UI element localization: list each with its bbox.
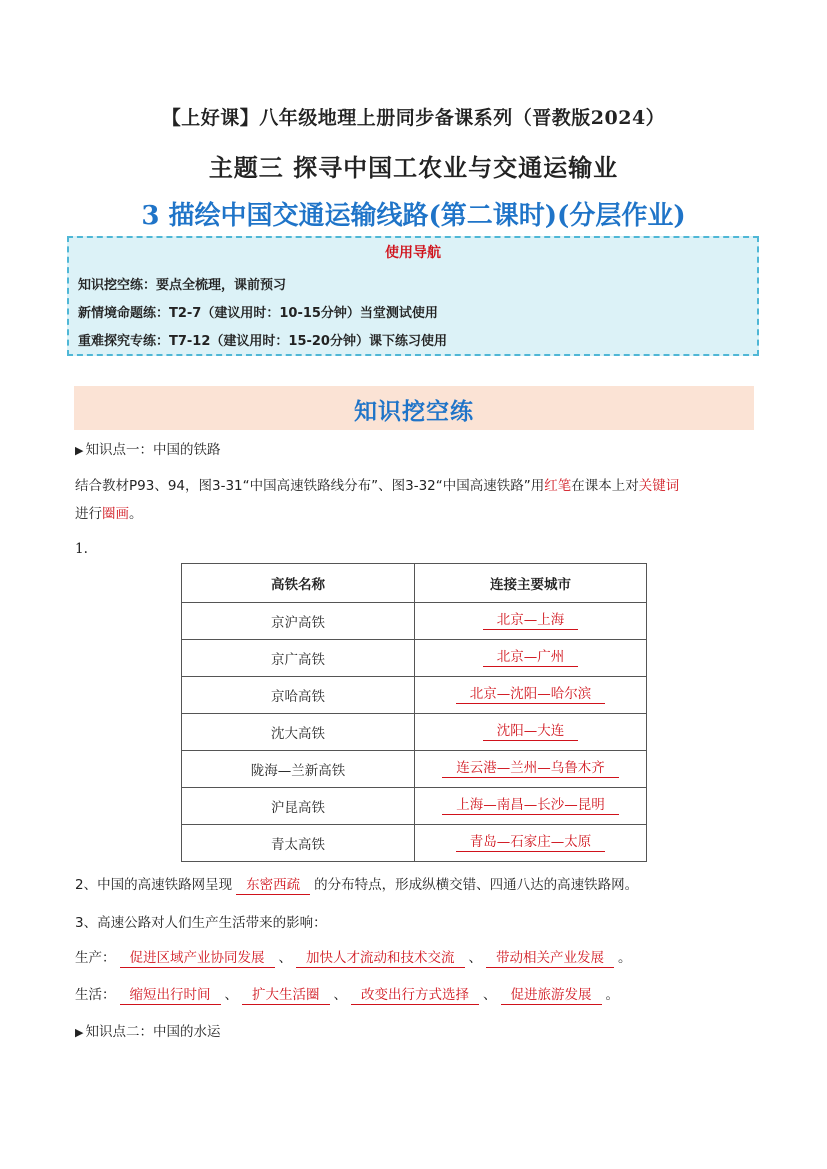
knowledge-point-1-label: 知识点一：中国的铁路 (85, 442, 221, 458)
answer-cities: 沈阳—大连 (483, 723, 579, 741)
period: 。 (605, 987, 619, 1003)
separator: 、 (468, 950, 482, 966)
rail-cities (415, 677, 647, 714)
separator: 、 (224, 987, 238, 1003)
life-answer-4: 促进旅游发展 (501, 987, 602, 1005)
production-impacts (75, 946, 632, 968)
rail-name: 沪昆高铁 (182, 788, 415, 825)
intro-keyword: 关键词 (638, 478, 680, 494)
period: 。 (618, 950, 632, 966)
intro-text-1: 结合教材P93、94，图3-31“中国高速铁路线分布”、图3-32“中国高速铁路”用 (75, 478, 545, 494)
guide-line-preview: 知识挖空练：要点全梳理，课前预习 (78, 278, 287, 293)
knowledge-point-2-label: 知识点二：中国的水运 (85, 1024, 221, 1040)
production-answer-2: 加快人才流动和技术交流 (296, 950, 465, 968)
triangle-marker-icon: ▶ (75, 444, 84, 457)
rail-name: 沈大高铁 (182, 714, 415, 751)
rail-name: 青太高铁 (182, 825, 415, 862)
rail-name: 京沪高铁 (182, 603, 415, 640)
rail-name: 京哈高铁 (182, 677, 415, 714)
knowledge-point-2 (75, 1020, 220, 1040)
separator: 、 (333, 987, 347, 1003)
answer-cities: 北京—沈阳—哈尔滨 (456, 686, 606, 704)
life-answer-1: 缩短出行时间 (120, 987, 221, 1005)
header-cities: 连接主要城市 (415, 564, 647, 603)
life-answer-3: 改变出行方式选择 (351, 987, 479, 1005)
table-row (182, 603, 647, 640)
life-label: 生活： (75, 987, 116, 1003)
answer-cities: 上海—南昌—长沙—昆明 (442, 797, 619, 815)
topic-title: 主题三 探寻中国工农业与交通运输业 (208, 153, 619, 182)
rail-cities (415, 788, 647, 825)
life-answer-2: 扩大生活圈 (242, 987, 330, 1005)
section-banner (74, 386, 754, 430)
separator: 、 (483, 987, 497, 1003)
table-row (182, 825, 647, 862)
question-2 (75, 873, 638, 895)
rail-cities (415, 825, 647, 862)
question-3: 3、高速公路对人们生产生活带来的影响： (75, 915, 327, 931)
life-impacts (75, 983, 619, 1005)
guide-line-class-test: 新情境命题练：T2-7（建议用时：10-15分钟）当堂测试使用 (78, 306, 438, 321)
section-title: 知识挖空练 (354, 399, 474, 425)
intro-paragraph (75, 474, 679, 494)
guide-line-homework: 重难探究专练：T7-12（建议用时：15-20分钟）课下练习使用 (78, 334, 447, 349)
question-2-text-after: 的分布特点，形成纵横交错、四通八达的高速铁路网。 (314, 877, 639, 893)
question-1-number: 1. (75, 541, 88, 557)
intro-text-2: 在课本上对 (571, 478, 639, 494)
intro-text-4: 。 (129, 506, 143, 522)
intro-paragraph-line2 (75, 502, 143, 522)
lesson-title: 3 描绘中国交通运输线路(第二课时)(分层作业) (141, 201, 686, 231)
production-label: 生产： (75, 950, 116, 966)
intro-text-3: 进行 (75, 506, 102, 522)
production-answer-3: 带动相关产业发展 (486, 950, 614, 968)
rail-cities (415, 603, 647, 640)
intro-red-pen: 红笔 (544, 478, 572, 494)
answer-cities: 青岛—石家庄—太原 (456, 834, 606, 852)
table-row (182, 751, 647, 788)
intro-circle-mark: 圈画 (102, 506, 129, 522)
rail-name: 陇海—兰新高铁 (182, 751, 415, 788)
table-row (182, 714, 647, 751)
separator: 、 (278, 950, 292, 966)
production-answer-1: 促进区域产业协同发展 (120, 950, 275, 968)
answer-cities: 北京—上海 (483, 612, 579, 630)
series-title: 【上好课】八年级地理上册同步备课系列（晋教版2024） (161, 107, 666, 129)
usage-guide-title: 使用导航 (385, 245, 441, 261)
rail-cities (415, 751, 647, 788)
question-2-answer: 东密西疏 (236, 877, 310, 895)
rail-cities (415, 640, 647, 677)
table-row (182, 677, 647, 714)
usage-guide-box (67, 236, 759, 356)
table-row (182, 788, 647, 825)
answer-cities: 连云港—兰州—乌鲁木齐 (442, 760, 619, 778)
answer-cities: 北京—广州 (483, 649, 579, 667)
rail-cities (415, 714, 647, 751)
rail-name: 京广高铁 (182, 640, 415, 677)
table-header-row (182, 564, 647, 603)
table-row (182, 640, 647, 677)
knowledge-point-1 (75, 438, 220, 458)
triangle-marker-icon: ▶ (75, 1026, 84, 1039)
high-speed-rail-table (181, 563, 647, 862)
question-2-text-before: 2、中国的高速铁路网呈现 (75, 877, 233, 893)
header-rail-name: 高铁名称 (182, 564, 415, 603)
